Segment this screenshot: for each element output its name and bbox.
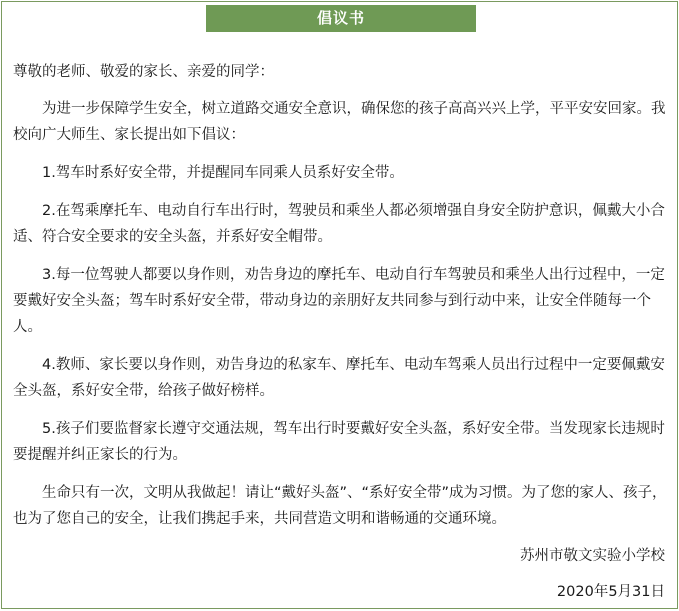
intro-paragraph: 为进一步保障学生安全，树立道路交通安全意识，确保您的孩子高高兴兴上学，平平安安回家。我校向广大师生、家长提出如下倡议： <box>13 101 666 143</box>
greeting: 尊敬的老师、敬爱的家长、亲爱的同学： <box>13 64 274 80</box>
signature-school: 苏州市敬文实验小学校 <box>520 548 665 564</box>
proposal-document <box>1 1 678 609</box>
document-body <box>13 59 667 544</box>
closing-paragraph: 生命只有一次，文明从我做起！请让“戴好头盔”、“系好安全带”成为习惯。为了您的家人、孩子，也为了您自己的安全，让我们携起手来，共同营造文明和谐畅通的交通环境。 <box>13 485 667 527</box>
proposal-item-3: 3.每一位驾驶人都要以身作则，劝告身边的摩托车、电动自行车驾驶员和乘坐人出行过程中，一定要戴好安全头盔；驾车时系好安全带，带动身边的亲朋好友共同参与到行动中来，让安全伴随每一个人。 <box>13 267 665 335</box>
document-title: 倡议书 <box>206 5 476 32</box>
proposal-item-1: 1.驾车时系好安全带，并提醒同车同乘人员系好安全带。 <box>42 165 404 181</box>
proposal-item-2: 2.在驾乘摩托车、电动自行车出行时，驾驶员和乘坐人都必须增强自身安全防护意识，佩戴大小合适、符合安全要求的安全头盔，并系好安全帽带。 <box>13 203 665 245</box>
signature-date: 2020年5月31日 <box>556 584 665 600</box>
proposal-item-4: 4.教师、家长要以身作则，劝告身边的私家车、摩托车、电动车驾乘人员出行过程中一定要佩戴安全头盔，系好安全带，给孩子做好榜样。 <box>13 357 665 399</box>
proposal-item-5: 5.孩子们要监督家长遵守交通法规，驾车出行时要戴好安全头盔，系好安全带。当发现家长违规时要提醒并纠正家长的行为。 <box>13 421 665 463</box>
